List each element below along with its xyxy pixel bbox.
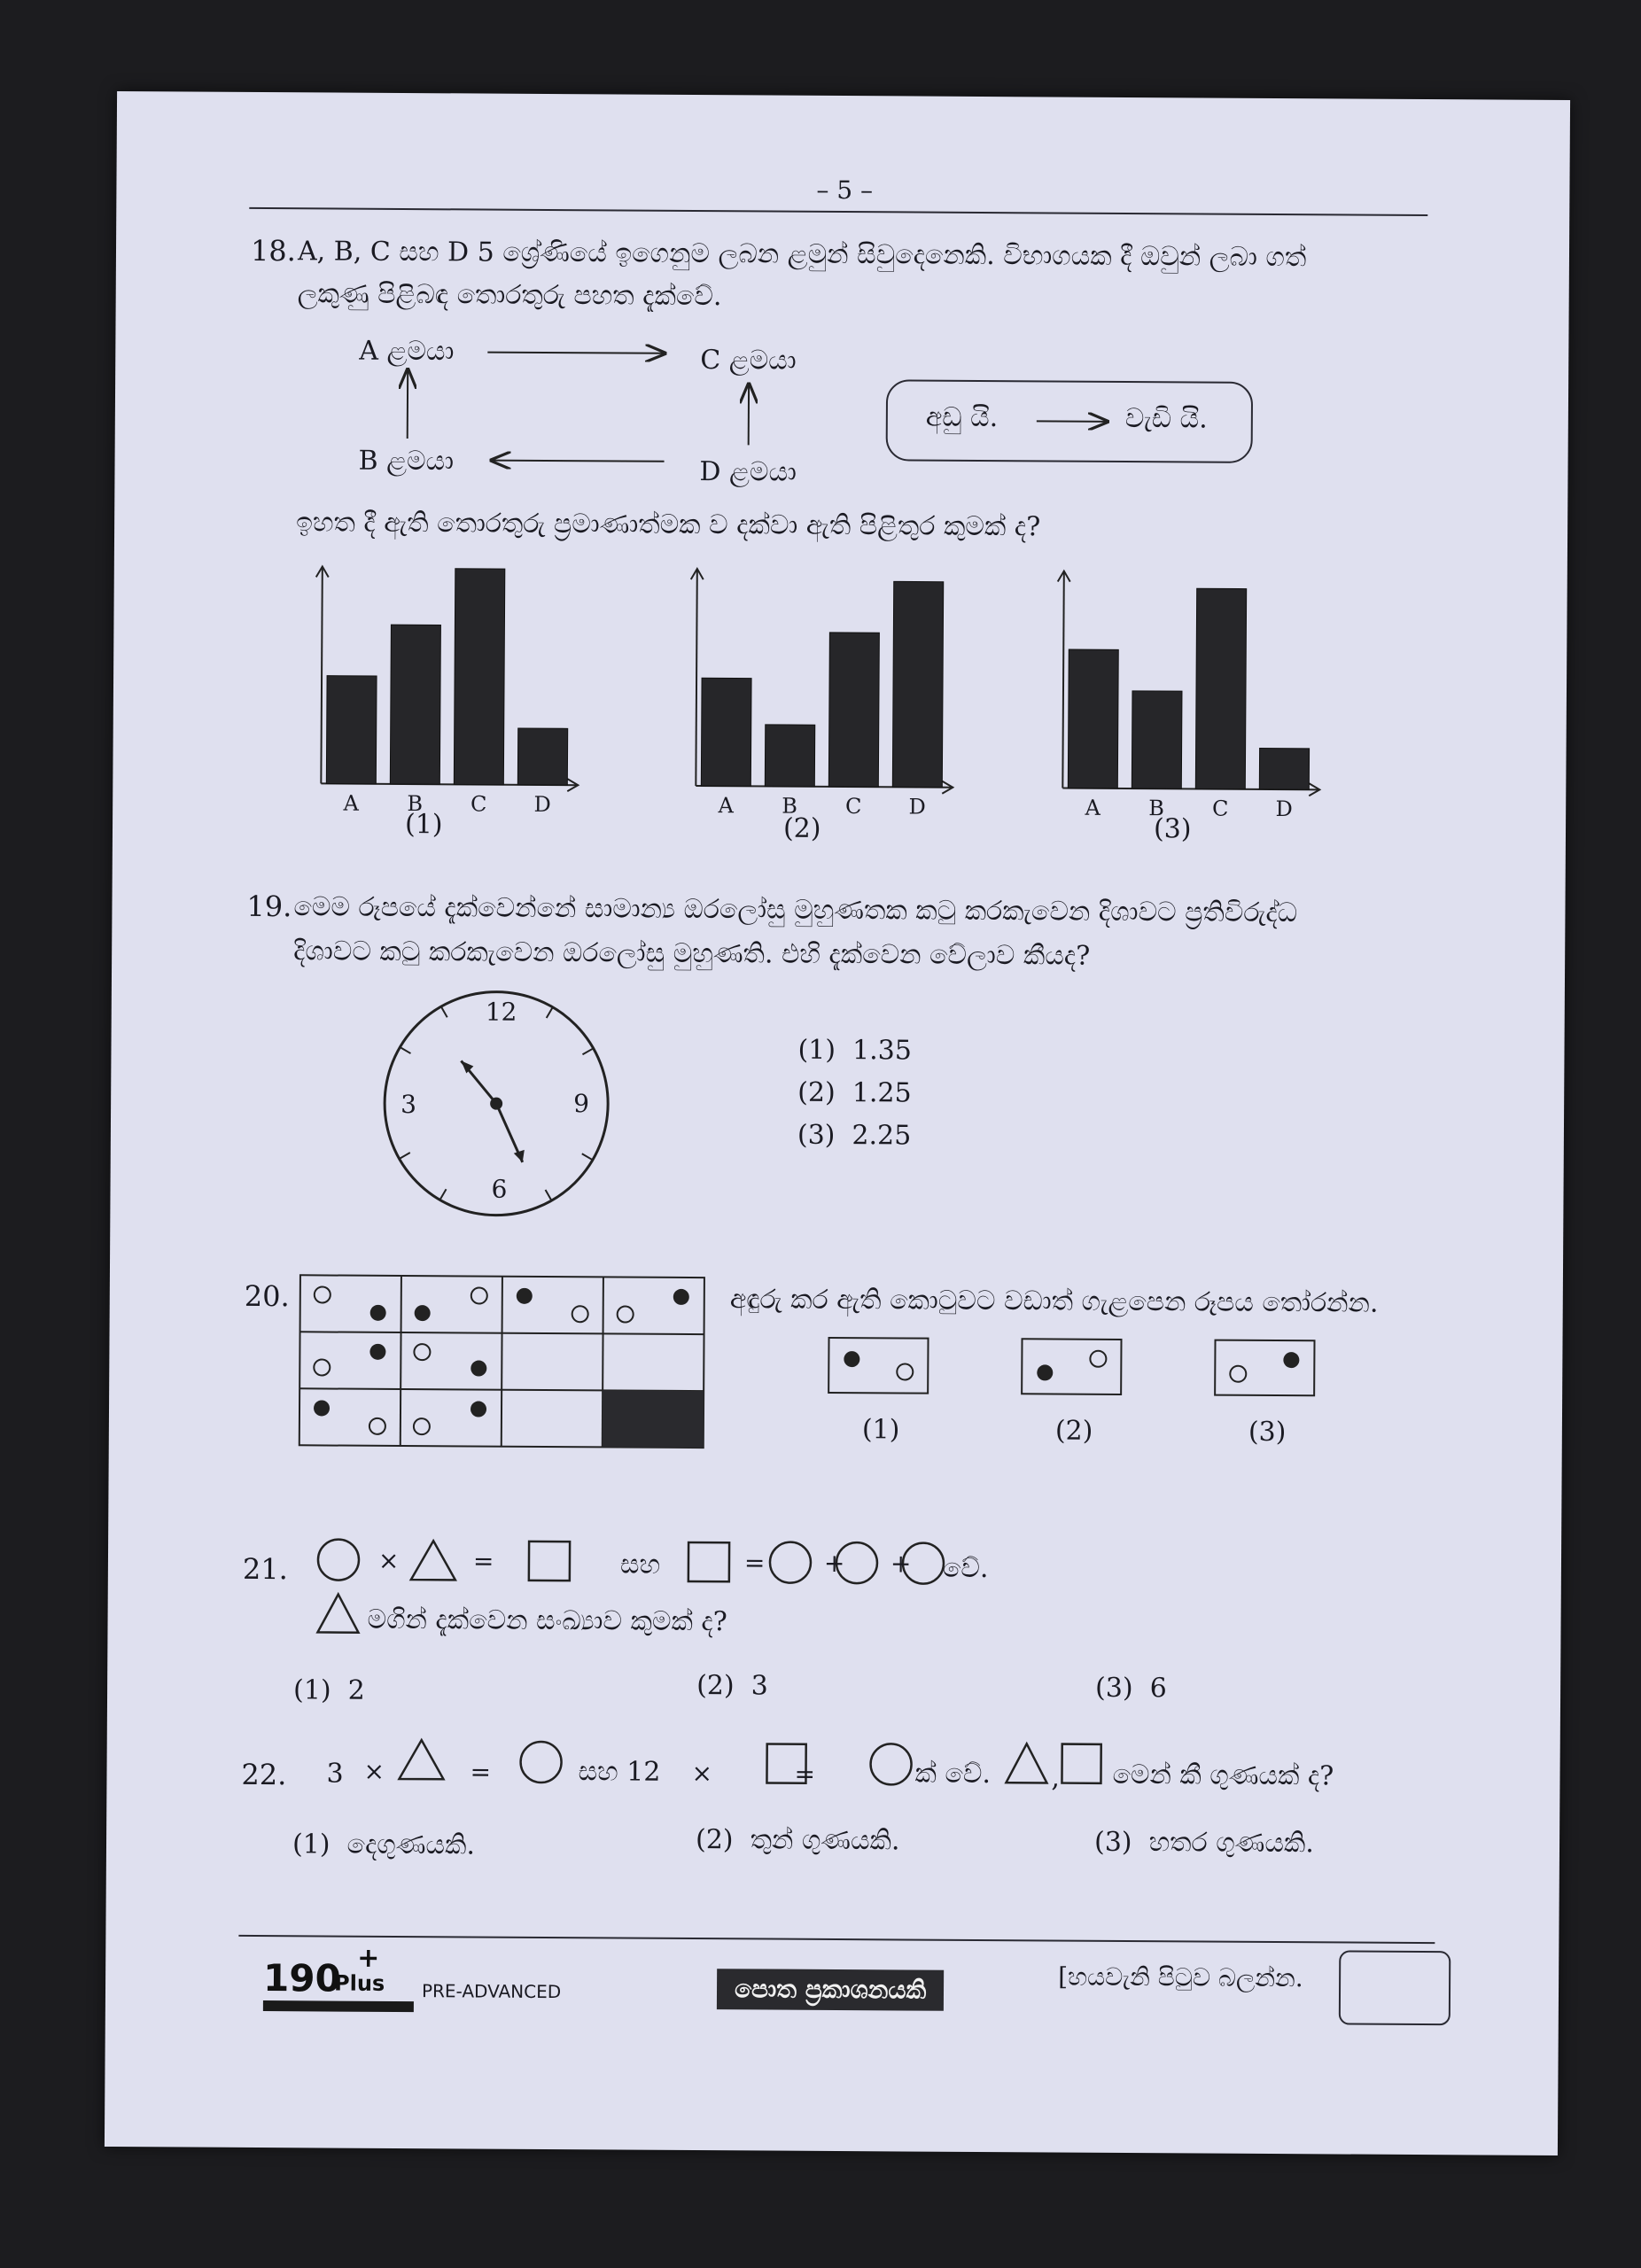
q21-times: × — [377, 1545, 400, 1575]
bar-chart-2 — [689, 569, 954, 819]
q22-equals-1: = — [470, 1757, 492, 1787]
bar-d — [892, 581, 943, 787]
q20-option-1-figure — [828, 1338, 928, 1394]
q21-saha: සහ — [619, 1549, 661, 1581]
bar-chart-3 — [1056, 571, 1321, 822]
q21-option-3: (3) 6 — [1095, 1672, 1167, 1705]
q20-number: 20. — [244, 1278, 290, 1314]
dot-pattern-grid — [299, 1275, 708, 1455]
brand-logo: 190 Plus + — [263, 1951, 449, 2014]
q22-saha12: සහ 12 — [578, 1756, 661, 1788]
next-page-note: [හයවැනි පිටුව බලන්න. — [1058, 1961, 1303, 1993]
q19-option-2: (2) 1.25 — [797, 1076, 912, 1109]
clock-label-9: 9 — [573, 1089, 590, 1119]
footer-rule — [238, 1935, 1435, 1944]
q21-square-1 — [529, 1542, 570, 1581]
clock-tick — [400, 1047, 410, 1053]
chart-caption-1: (1) — [404, 809, 443, 841]
label-child-a: A ළමයා — [359, 335, 455, 368]
q22-option-2: (2) තුන් ගුණයකි. — [695, 1824, 900, 1857]
bar-d — [1259, 749, 1309, 790]
q21-option-1: (1) 2 — [292, 1674, 365, 1706]
q20-option-1-label: (1) — [861, 1414, 900, 1446]
q20-option-2-label: (2) — [1054, 1415, 1093, 1447]
tick-label-b: B — [782, 793, 798, 819]
chart-caption-3: (3) — [1153, 813, 1192, 845]
bar-a — [701, 678, 751, 786]
q19-text-line2: දිශාවට කටු කරකැවෙන ඔරලෝසු මුහුණති. එහි දැක්වෙන වේලාව කීයද? — [293, 936, 1091, 972]
q22-times-2: × — [691, 1759, 713, 1789]
q22-k-we: ක් වේ. — [914, 1758, 992, 1790]
label-child-b: B ළමයා — [358, 445, 455, 478]
q21-option-2: (2) 3 — [696, 1670, 768, 1702]
q21-circle-2 — [770, 1542, 811, 1583]
q21-plus-2: + — [890, 1549, 912, 1579]
clock-tick — [582, 1048, 593, 1054]
bar-c — [454, 569, 504, 785]
legend-to: වැඩි යි. — [1124, 402, 1208, 435]
legend-from: අඩු යි. — [925, 401, 999, 434]
q20-option-2-figure — [1022, 1339, 1121, 1394]
clock-label-6: 6 — [491, 1174, 508, 1204]
clock-tick — [439, 1189, 446, 1200]
page-number: – 5 – — [816, 175, 874, 206]
tick-label-d: D — [533, 791, 551, 818]
q22-times-1: × — [363, 1756, 385, 1786]
bar-chart-1 — [315, 566, 579, 817]
q21-triangle-1 — [411, 1541, 455, 1580]
q22-option-3: (3) හතර ගුණයකි. — [1093, 1826, 1314, 1860]
q18-text-line2: ලකුණු පිළිබඳ තොරතුරු පහත දැක්වේ. — [297, 278, 722, 313]
bar-c — [828, 633, 879, 787]
q19-option-3: (3) 2.25 — [797, 1119, 912, 1152]
marks-box — [1339, 1950, 1451, 2025]
q22-circle-1 — [520, 1742, 561, 1783]
label-child-c: C ළමයා — [700, 345, 797, 377]
clock-tick — [547, 1007, 553, 1018]
q22-number: 22. — [241, 1757, 287, 1792]
chart-caption-2: (2) — [782, 812, 821, 844]
q22-square-2 — [1062, 1744, 1100, 1783]
tick-label-c: C — [470, 791, 487, 817]
q18-text-line1: A, B, C සහ D 5 ශ්‍රේණියේ ඉගෙනුම ලබන ළමුන් සිවුදෙනෙකි. විභාගයක දී ඔවුන් ලබා ගත් — [297, 236, 1307, 274]
q22-triangle-1 — [399, 1740, 443, 1779]
q19-text-line1: මෙම රූපයේ දැක්වෙන්නේ සාමාන්‍ය ඔරලෝසු මුහුණතක කටු කරකැවෙන දිශාවට ප්‍රතිවිරුද්ධ — [293, 891, 1298, 929]
q21-question: මගින් දැක්වෙන සංඛ්‍යාව කුමක් ද? — [367, 1604, 727, 1638]
q19-number: 19. — [246, 889, 292, 924]
q18-bar-charts — [113, 91, 1570, 880]
q21-number: 21. — [242, 1551, 288, 1587]
q22-circle-2 — [870, 1744, 911, 1784]
tick-label-a: A — [343, 790, 359, 816]
q20-option-figures — [827, 1336, 1358, 1402]
q21-equals-1: = — [472, 1546, 494, 1576]
shaded-cell — [603, 1390, 704, 1448]
clock-tick — [582, 1153, 593, 1160]
bar-b — [1132, 691, 1182, 789]
clock-label-3: 3 — [401, 1089, 417, 1120]
bar-a — [326, 676, 377, 784]
tick-label-b: B — [1148, 796, 1165, 821]
label-child-d: D ළමයා — [699, 456, 797, 488]
tick-label-c: C — [1211, 796, 1229, 821]
q18-question: ඉහත දී ඇති තොරතුරු ප්‍රමාණාත්මක ව දක්වා ඇති පිළිතුර කුමක් ද? — [296, 507, 1041, 543]
tick-label-c: C — [844, 794, 862, 819]
tick-label-d: D — [908, 794, 926, 819]
q21-we: වේ. — [942, 1552, 989, 1585]
bar-b — [390, 625, 440, 784]
q22-three: 3 — [326, 1758, 344, 1790]
q22-question: මෙන් කී ගුණයක් ද? — [1112, 1759, 1334, 1792]
bar-c — [1195, 588, 1246, 789]
q19-option-1: (1) 1.35 — [797, 1034, 912, 1067]
q22-triangle-2 — [1006, 1744, 1046, 1783]
tick-label-a: A — [1085, 795, 1100, 820]
clock-label-12: 12 — [485, 997, 517, 1027]
q21-question-triangle — [317, 1591, 362, 1635]
q22-comma: , — [1051, 1762, 1061, 1794]
q21-square-2 — [688, 1542, 729, 1581]
exam-page — [105, 91, 1570, 2155]
publisher-badge: පොත ප්‍රකාශනයකි — [717, 1969, 945, 2011]
tick-label-a: A — [718, 793, 734, 819]
bar-b — [765, 725, 814, 787]
level-label: PRE-ADVANCED — [421, 1980, 562, 2003]
tick-label-d: D — [1275, 796, 1293, 822]
bar-a — [1068, 649, 1118, 788]
tick-label-b: B — [407, 791, 424, 817]
q20-option-3-label: (3) — [1248, 1416, 1287, 1449]
y-axis — [321, 566, 322, 783]
clock-tick — [545, 1190, 551, 1200]
bar-d — [517, 728, 567, 785]
q21-plus-1: + — [823, 1548, 845, 1579]
q20-text: අඳුරු කර ඇති කොටුවට වඩාත් ගැළපෙන රූපය තෝරන්න. — [729, 1284, 1379, 1319]
q22-option-1: (1) දෙගුණයකි. — [292, 1829, 476, 1861]
clock-tick — [400, 1153, 410, 1159]
clock-tick — [441, 1006, 447, 1017]
q21-circle-1 — [318, 1539, 359, 1580]
y-axis — [1062, 571, 1063, 788]
q22-equals-2: = — [794, 1759, 816, 1789]
q20-option-3-figure — [1215, 1340, 1314, 1396]
q21-equals-2: = — [743, 1548, 766, 1578]
q18-number: 18. — [250, 233, 297, 268]
